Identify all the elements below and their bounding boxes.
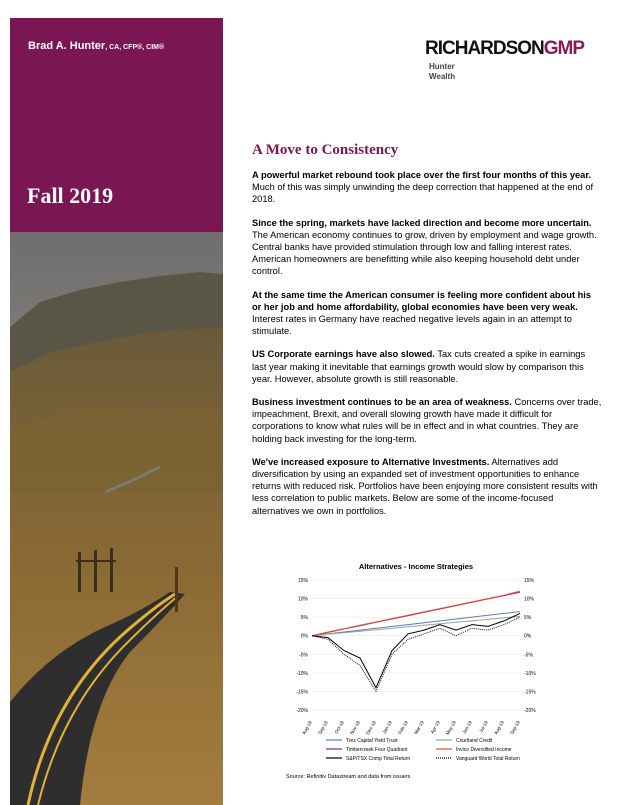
legend-label: Invico Diversified Income [456,747,512,753]
y-tick-label-right: 15% [524,578,535,584]
paragraph-lead: A powerful market rebound took place over the first four months of this year. [252,170,592,180]
y-tick-label: 10% [297,596,308,603]
y-tick-label-right: 10% [524,596,535,603]
paragraph-text: Alternatives add diversification by using an expanded set of investment opportunities to enhance returns with reduced risk. Portfolios have been enjoying more consistent results with less correlation to public markets. Below are some of the income-focused alternatives we own in portfolios. [252,456,598,516]
x-tick-label: Apr-19 [429,720,441,735]
y-tick-label: 0% [300,633,308,640]
richardson-gmp-logo [425,38,584,82]
x-tick-label: Sep-19 [509,720,521,736]
y-tick-label: -20% [296,708,308,714]
article [252,142,602,528]
landscape-photo [10,232,223,805]
article-title: A Move to Consistency [252,142,399,158]
y-tick-label-right: -20% [524,708,536,714]
y-tick-label-right: -15% [524,689,536,696]
paragraph-lead: US Corporate earnings have also slowed. [252,349,435,360]
author-credentials: , CA, CFP®, CIM® [105,44,165,51]
chart-source-note: Source: Refinitiv Datastream and data from issuers [286,774,411,780]
y-tick-label: 15% [297,578,308,584]
logo-brand-accent: GMP [543,38,585,59]
y-tick-label: -15% [296,689,308,696]
logo-brand-main: RICHARDSON [425,38,544,59]
article-paragraph [252,396,602,445]
paragraph-text: The American economy continues to grow, driven by employment and wage growth. Central banks have provided stimulation through low and falling interest rates. American homeowners are benefitting while also keeping household debt under control. [252,229,597,277]
season-title: Fall 2019 [27,183,114,208]
article-body [252,169,602,517]
logo-sub-line1: Hunter [429,62,455,71]
paragraph-lead: We've increased exposure to Alternative Investments. [252,456,490,467]
article-paragraph [252,348,602,385]
article-paragraph [252,169,602,206]
x-tick-label: Mar-19 [413,720,425,736]
y-tick-label-right: -10% [524,670,536,677]
y-tick-label: -10% [296,670,308,677]
y-tick-label-right: 5% [524,615,532,622]
legend-label: Trez Capital Yield Trust [346,738,398,744]
x-tick-label: Jul-19 [478,720,489,734]
x-tick-label: Oct-18 [333,720,345,735]
x-tick-label: Sep-18 [317,720,329,736]
paragraph-text: Concerns over trade, impeachment, Brexit, and overall slowing growth have made it difficult for corporations to know what rules will be in effect and in what countries. They are holding back investing for the long-term. [252,397,602,444]
x-tick-label: Feb-19 [397,720,409,736]
paragraph-text: Tax cuts created a spike in earnings last year making it inevitable that earnings growth would slow by comparison this year. However, absolute growth is still reasonable. [252,349,586,384]
x-tick-label: Nov-18 [349,720,361,736]
x-tick-label: May-19 [444,720,457,736]
x-tick-label: Dec-18 [365,720,377,736]
x-tick-label: Aug-18 [301,720,313,736]
x-tick-label: Aug-19 [493,720,505,736]
paragraph-text: Much of this was simply unwinding the deep correction that happened at the end of 2018. [252,182,594,205]
logo-subtitle [429,62,584,82]
legend-label: Vanguard World Total Return [456,756,520,762]
paragraph-lead: Since the spring, markets have lacked direction and become more uncertain. [252,217,592,228]
article-paragraph [252,217,602,278]
y-tick-label: -5% [299,652,308,659]
y-tick-label: 5% [300,615,308,622]
chart-title: Alternatives - Income Strategies [358,562,474,571]
article-paragraph [252,289,602,338]
legend-label: Courtland Credit [456,738,493,744]
article-paragraph [252,456,602,517]
author-name: Brad A. Hunter, CA, CFP®, CIM® [28,40,165,52]
x-tick-label: Jun-19 [461,720,473,735]
sidebar-banner [10,18,223,805]
paragraph-lead: Business investment continues to be an area of weakness. [252,397,512,408]
paragraph-text: Interest rates in Germany have reached negative levels again in an attempt to stimulate. [252,314,572,337]
logo-sub-line2: Wealth [429,72,456,81]
legend-label: Timbercreek Four Quadrant [346,747,408,753]
legend-label: S&P/TSX Comp Total Return [346,756,411,762]
y-tick-label-right: -5% [524,652,533,659]
paragraph-lead: At the same time the American consumer is feeling more confident about his or her job and home affordability, global economies have been very weak. [252,289,592,312]
y-tick-label-right: 0% [524,633,532,640]
x-tick-label: Jan-19 [381,720,393,735]
alternatives-chart [286,558,546,780]
